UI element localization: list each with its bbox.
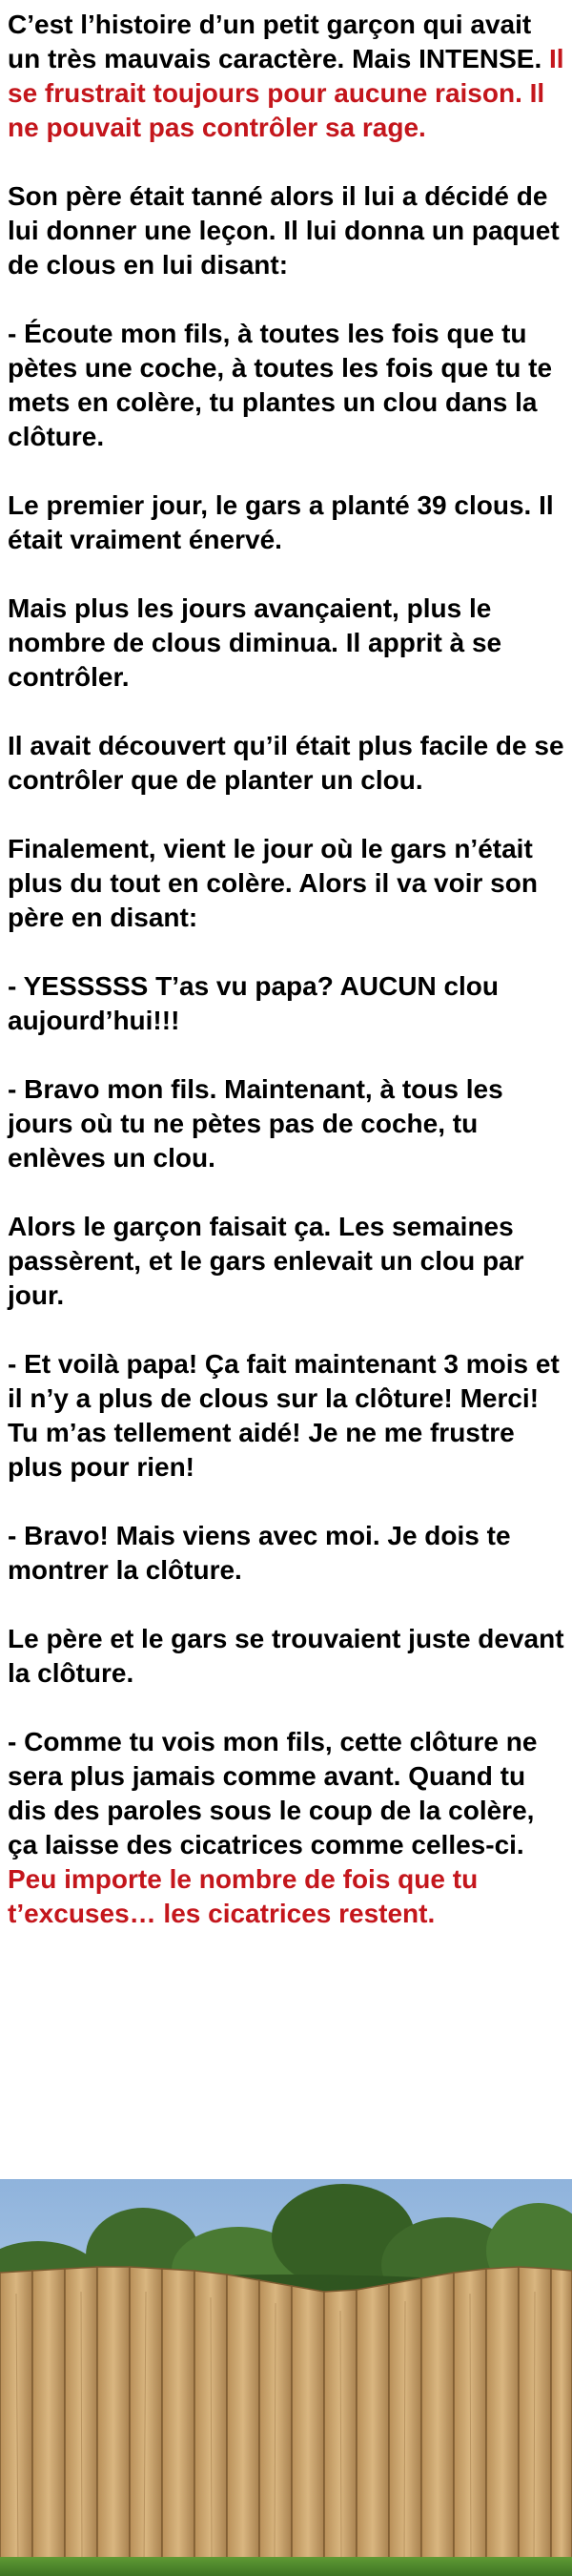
paragraph-13: Le père et le gars se trouvaient juste devant la clôture. [8, 1624, 564, 1688]
grass [0, 2557, 572, 2576]
paragraph-moral [8, 1725, 570, 1931]
paragraph-8: - YESSSSS T’as vu papa? AUCUN clou aujourd’hui!!! [8, 971, 500, 1035]
paragraph-12: - Bravo! Mais viens avec moi. Je dois te montrer la clôture. [8, 1521, 511, 1585]
paragraph-11: - Et voilà papa! Ça fait maintenant 3 mois et il n’y a plus de clous sur la clôture! Merci! Tu m’as tellement aidé! Je ne me frustre plus pour rien! [8, 1349, 560, 1482]
paragraph-10: Alors le garçon faisait ça. Les semaines passèrent, et le gars enlevait un clou par jour. [8, 1212, 524, 1310]
wooden-fence-photo [0, 2179, 572, 2576]
intro-highlight: Il se frustrait toujours pour aucune raison. Il ne pouvait pas contrôler sa rage. [8, 44, 564, 142]
paragraph-7: Finalement, vient le jour où le gars n’était plus du tout en colère. Alors il va voir son père en disant: [8, 834, 538, 932]
paragraph-3: - Écoute mon fils, à toutes les fois que tu pètes une coche, à toutes les fois que tu te mets en colère, tu plantes un clou dans la clôture. [8, 319, 553, 451]
paragraph-4: Le premier jour, le gars a planté 39 clous. Il était vraiment énervé. [8, 490, 554, 554]
paragraph-2: Son père était tanné alors il lui a décidé de lui donner une leçon. Il lui donna un paquet de clous en lui disant: [8, 181, 560, 280]
moral-highlight: Peu importe le nombre de fois que tu t’excuses… les cicatrices restent. [8, 1864, 479, 1928]
moral-text: - Comme tu vois mon fils, cette clôture ne sera plus jamais comme avant. Quand tu dis des paroles sous le coup de la colère, ça laisse des cicatrices comme celles-ci. [8, 1727, 538, 1859]
story-text [8, 8, 570, 1965]
paragraph-9: - Bravo mon fils. Maintenant, à tous les jours où tu ne pètes pas de coche, tu enlèves un clou. [8, 1074, 503, 1173]
fence-planks [0, 2267, 572, 2576]
paragraph-intro [8, 8, 570, 145]
paragraph-6: Il avait découvert qu’il était plus facile de se contrôler que de planter un clou. [8, 731, 564, 795]
paragraph-5: Mais plus les jours avançaient, plus le nombre de clous diminua. Il apprit à se contrôler. [8, 593, 502, 692]
intro-text: C’est l’histoire d’un petit garçon qui avait un très mauvais caractère. Mais INTENSE. [8, 10, 550, 73]
